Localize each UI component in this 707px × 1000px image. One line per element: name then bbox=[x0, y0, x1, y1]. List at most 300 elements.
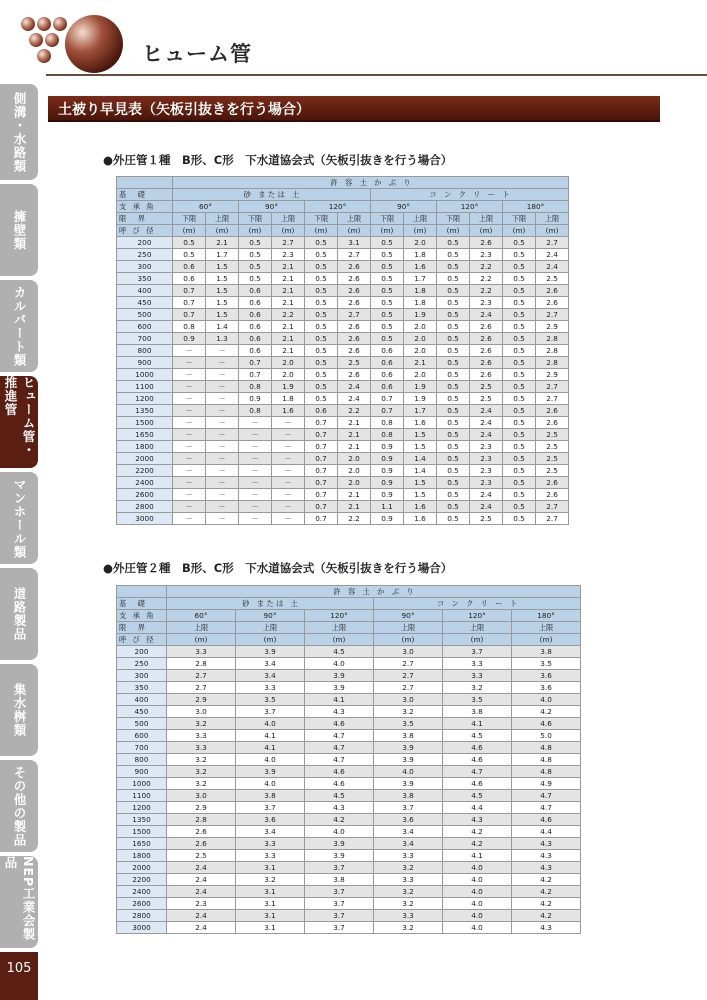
sidebar-item-catch-basins[interactable] bbox=[0, 664, 38, 756]
cover-depth-cell: － bbox=[272, 417, 305, 429]
cover-depth-cell: 0.5 bbox=[239, 261, 272, 273]
cover-depth-cell: 5.0 bbox=[512, 730, 581, 742]
cover-depth-cell: － bbox=[272, 465, 305, 477]
cover-depth-cell: 0.5 bbox=[173, 237, 206, 249]
table-row bbox=[117, 778, 581, 790]
cover-depth-cell: 4.0 bbox=[443, 874, 512, 886]
cover-depth-cell: 0.7 bbox=[173, 297, 206, 309]
sidebar-item-label: 集水桝類 bbox=[12, 683, 27, 737]
cover-depth-cell: 0.5 bbox=[305, 321, 338, 333]
table-header-row bbox=[117, 201, 569, 213]
cover-depth-cell: 2.0 bbox=[404, 321, 437, 333]
cover-depth-cell: 0.5 bbox=[305, 369, 338, 381]
cover-depth-cell: － bbox=[206, 393, 239, 405]
nominal-diameter-cell: 1100 bbox=[117, 381, 173, 393]
cover-depth-cell: 2.9 bbox=[167, 802, 236, 814]
cover-depth-cell: 3.7 bbox=[305, 922, 374, 934]
nominal-diameter-cell: 400 bbox=[117, 694, 167, 706]
cover-depth-cell: 2.4 bbox=[470, 309, 503, 321]
cover-depth-cell: 4.9 bbox=[512, 778, 581, 790]
sidebar-item-gutters[interactable] bbox=[0, 84, 38, 180]
cover-depth-cell: 1.8 bbox=[404, 285, 437, 297]
cover-depth-cell: 0.5 bbox=[305, 237, 338, 249]
cover-depth-cell: 2.4 bbox=[338, 381, 371, 393]
cover-depth-cell: 3.3 bbox=[374, 850, 443, 862]
cover-depth-cell: 2.2 bbox=[272, 309, 305, 321]
page-number: 105 bbox=[6, 961, 32, 976]
cover-depth-cell: 0.5 bbox=[173, 249, 206, 261]
cover-depth-cell: 3.2 bbox=[167, 778, 236, 790]
sidebar-item-label: NEP工業会製品 bbox=[3, 856, 36, 942]
cover-depth-cell: 4.2 bbox=[512, 910, 581, 922]
cover-depth-cell: － bbox=[206, 477, 239, 489]
angle-header: 180° bbox=[503, 201, 569, 213]
cover-depth-cell: 0.6 bbox=[371, 345, 404, 357]
cover-depth-cell: － bbox=[206, 405, 239, 417]
cover-depth-cell: 4.6 bbox=[443, 754, 512, 766]
cover-depth-cell: 1.7 bbox=[206, 249, 239, 261]
cover-depth-cell: 4.1 bbox=[443, 850, 512, 862]
cover-depth-cell: 3.3 bbox=[167, 646, 236, 658]
table1-cover-depth bbox=[116, 176, 569, 525]
sidebar-item-retaining-walls[interactable] bbox=[0, 184, 38, 276]
table-row bbox=[117, 850, 581, 862]
cover-depth-cell: 0.5 bbox=[503, 285, 536, 297]
cover-depth-cell: 3.5 bbox=[374, 718, 443, 730]
cover-depth-cell: 0.5 bbox=[437, 345, 470, 357]
cover-depth-cell: 0.7 bbox=[305, 501, 338, 513]
cover-depth-cell: 2.1 bbox=[272, 297, 305, 309]
cover-depth-cell: 2.4 bbox=[167, 874, 236, 886]
section-banner bbox=[48, 96, 660, 122]
nominal-diameter-cell: 1500 bbox=[117, 826, 167, 838]
cover-depth-cell: 3.1 bbox=[338, 237, 371, 249]
cover-depth-cell: － bbox=[239, 453, 272, 465]
upper-limit-header: 上限 bbox=[305, 622, 374, 634]
cover-depth-cell: 0.5 bbox=[305, 285, 338, 297]
cover-depth-cell: 0.5 bbox=[503, 489, 536, 501]
nominal-diameter-cell: 1800 bbox=[117, 850, 167, 862]
concrete-header: コ ン ク リ ー ト bbox=[374, 598, 581, 610]
cover-depth-cell: 0.5 bbox=[437, 501, 470, 513]
cover-depth-cell: 3.2 bbox=[167, 718, 236, 730]
cover-depth-cell: 1.5 bbox=[404, 477, 437, 489]
cover-depth-cell: 3.8 bbox=[443, 706, 512, 718]
nominal-diameter-cell: 2400 bbox=[117, 886, 167, 898]
support-angle-label: 支 承 角 bbox=[117, 610, 167, 622]
cover-depth-cell: 0.5 bbox=[437, 381, 470, 393]
nominal-diameter-cell: 2800 bbox=[117, 910, 167, 922]
cover-depth-cell: － bbox=[206, 369, 239, 381]
cover-depth-cell: 0.7 bbox=[173, 309, 206, 321]
cover-depth-cell: 0.8 bbox=[371, 417, 404, 429]
cover-depth-cell: 0.7 bbox=[305, 417, 338, 429]
cover-depth-cell: 2.6 bbox=[470, 333, 503, 345]
cover-depth-cell: 0.9 bbox=[371, 465, 404, 477]
cover-depth-cell: 1.5 bbox=[206, 285, 239, 297]
cover-depth-cell: 2.2 bbox=[470, 285, 503, 297]
cover-depth-cell: 3.5 bbox=[512, 658, 581, 670]
cover-depth-cell: － bbox=[173, 393, 206, 405]
cover-depth-cell: 2.3 bbox=[470, 249, 503, 261]
cover-depth-cell: 2.6 bbox=[338, 333, 371, 345]
cover-depth-cell: 0.5 bbox=[305, 333, 338, 345]
cover-depth-cell: 3.4 bbox=[236, 658, 305, 670]
cover-depth-cell: － bbox=[173, 405, 206, 417]
nominal-diameter-cell: 700 bbox=[117, 742, 167, 754]
unit-header: (m) bbox=[236, 634, 305, 646]
cover-depth-cell: 2.1 bbox=[272, 345, 305, 357]
cover-depth-cell: 4.2 bbox=[512, 874, 581, 886]
cover-depth-cell: 3.3 bbox=[443, 658, 512, 670]
cover-depth-cell: － bbox=[272, 453, 305, 465]
table-header-row bbox=[117, 213, 569, 225]
cover-depth-cell: 1.8 bbox=[404, 297, 437, 309]
cover-depth-cell: 2.0 bbox=[272, 357, 305, 369]
cover-depth-cell: 2.6 bbox=[338, 273, 371, 285]
cover-depth-cell: 1.6 bbox=[404, 501, 437, 513]
cover-depth-cell: 0.7 bbox=[305, 429, 338, 441]
cover-depth-cell: 0.9 bbox=[371, 513, 404, 525]
cover-depth-cell: 0.5 bbox=[503, 417, 536, 429]
cover-depth-cell: 0.5 bbox=[305, 261, 338, 273]
cover-depth-cell: 0.5 bbox=[503, 477, 536, 489]
cover-depth-cell: 0.9 bbox=[371, 453, 404, 465]
nominal-diameter-cell: 2200 bbox=[117, 874, 167, 886]
cover-depth-cell: 0.5 bbox=[239, 249, 272, 261]
cover-depth-cell: 0.5 bbox=[437, 441, 470, 453]
cover-depth-cell: 3.3 bbox=[167, 742, 236, 754]
cover-depth-cell: 1.9 bbox=[272, 381, 305, 393]
cover-depth-cell: 3.0 bbox=[167, 790, 236, 802]
cover-depth-cell: 4.3 bbox=[512, 862, 581, 874]
nominal-diameter-cell: 200 bbox=[117, 237, 173, 249]
table-row bbox=[117, 285, 569, 297]
cover-depth-cell: 4.1 bbox=[305, 694, 374, 706]
diameter-label: 呼 び 径 bbox=[117, 634, 167, 646]
table-row bbox=[117, 874, 581, 886]
cover-depth-cell: 3.7 bbox=[305, 862, 374, 874]
cover-depth-cell: 0.6 bbox=[239, 333, 272, 345]
cover-depth-cell: 2.7 bbox=[536, 237, 569, 249]
cover-depth-cell: 3.7 bbox=[374, 802, 443, 814]
cover-depth-cell: 0.6 bbox=[173, 261, 206, 273]
upper-limit-header: 上限 bbox=[272, 213, 305, 225]
cover-depth-cell: 4.2 bbox=[512, 706, 581, 718]
cover-depth-cell: 1.5 bbox=[206, 297, 239, 309]
cover-depth-cell: 3.5 bbox=[443, 694, 512, 706]
cover-depth-cell: 0.9 bbox=[239, 393, 272, 405]
table-row bbox=[117, 309, 569, 321]
table-header-row bbox=[117, 610, 581, 622]
cover-depth-cell: － bbox=[272, 477, 305, 489]
allowable-cover-header: 許 容 土 か ぶ り bbox=[167, 586, 581, 598]
section-title: 土被り早見表（矢板引抜きを行う場合） bbox=[58, 102, 310, 118]
cover-depth-cell: 2.2 bbox=[470, 273, 503, 285]
table-header-row bbox=[117, 622, 581, 634]
nominal-diameter-cell: 2000 bbox=[117, 862, 167, 874]
cover-depth-cell: 2.6 bbox=[470, 237, 503, 249]
cover-depth-cell: 3.7 bbox=[443, 646, 512, 658]
cover-depth-cell: 2.7 bbox=[536, 309, 569, 321]
cover-depth-cell: 1.5 bbox=[206, 273, 239, 285]
cover-depth-cell: 1.1 bbox=[371, 501, 404, 513]
category-sidebar bbox=[0, 84, 38, 1000]
cover-depth-cell: 0.5 bbox=[503, 465, 536, 477]
cover-depth-cell: 3.8 bbox=[512, 646, 581, 658]
page-number-box bbox=[0, 952, 38, 1000]
unit-header: (m) bbox=[443, 634, 512, 646]
unit-header: (m) bbox=[470, 225, 503, 237]
cover-depth-cell: 4.5 bbox=[305, 790, 374, 802]
cover-depth-cell: 2.5 bbox=[536, 429, 569, 441]
cover-depth-cell: 4.0 bbox=[512, 694, 581, 706]
cover-depth-cell: 3.6 bbox=[512, 682, 581, 694]
cover-depth-cell: 4.4 bbox=[512, 826, 581, 838]
cover-depth-cell: 2.7 bbox=[536, 381, 569, 393]
cover-depth-cell: 4.6 bbox=[305, 718, 374, 730]
cover-depth-cell: 0.5 bbox=[437, 453, 470, 465]
cover-depth-cell: 0.6 bbox=[239, 309, 272, 321]
cover-depth-cell: 2.7 bbox=[536, 501, 569, 513]
cover-depth-cell: 4.8 bbox=[512, 766, 581, 778]
cover-depth-cell: 3.8 bbox=[305, 874, 374, 886]
cover-depth-cell: 0.5 bbox=[305, 297, 338, 309]
upper-limit-header: 上限 bbox=[470, 213, 503, 225]
table-header-row bbox=[117, 598, 581, 610]
nominal-diameter-cell: 500 bbox=[117, 309, 173, 321]
cover-depth-cell: 2.1 bbox=[338, 441, 371, 453]
table-row bbox=[117, 261, 569, 273]
upper-limit-header: 上限 bbox=[236, 622, 305, 634]
sidebar-item-culverts[interactable] bbox=[0, 280, 38, 372]
cover-depth-cell: 3.0 bbox=[374, 694, 443, 706]
cover-depth-cell: 2.0 bbox=[338, 477, 371, 489]
table-header-row bbox=[117, 586, 581, 598]
cover-depth-cell: 2.5 bbox=[167, 850, 236, 862]
cover-depth-cell: 2.6 bbox=[536, 417, 569, 429]
cover-depth-cell: 2.5 bbox=[470, 393, 503, 405]
cover-depth-cell: － bbox=[206, 345, 239, 357]
cover-depth-cell: 0.7 bbox=[239, 369, 272, 381]
cover-depth-cell: 2.3 bbox=[167, 898, 236, 910]
cover-depth-cell: 2.8 bbox=[167, 814, 236, 826]
page-title: ヒューム管 bbox=[142, 42, 252, 66]
cover-depth-cell: 1.3 bbox=[206, 333, 239, 345]
cover-depth-cell: 2.8 bbox=[167, 658, 236, 670]
cover-depth-cell: 2.6 bbox=[338, 261, 371, 273]
table2-cover-depth bbox=[116, 585, 581, 934]
cover-depth-cell: 3.7 bbox=[305, 910, 374, 922]
header-blank-cell bbox=[117, 177, 173, 189]
cover-depth-cell: 0.5 bbox=[437, 513, 470, 525]
cover-depth-cell: 0.5 bbox=[503, 261, 536, 273]
cover-depth-cell: － bbox=[239, 489, 272, 501]
table-row bbox=[117, 706, 581, 718]
cover-depth-cell: － bbox=[239, 465, 272, 477]
cover-depth-cell: 2.7 bbox=[536, 513, 569, 525]
cover-depth-cell: 4.1 bbox=[236, 730, 305, 742]
cover-depth-cell: 0.5 bbox=[437, 297, 470, 309]
cover-depth-cell: 0.6 bbox=[305, 405, 338, 417]
sidebar-item-manholes[interactable] bbox=[0, 472, 38, 564]
cover-depth-cell: 2.7 bbox=[536, 393, 569, 405]
cover-depth-cell: 0.5 bbox=[437, 369, 470, 381]
cover-depth-cell: 2.6 bbox=[536, 297, 569, 309]
table-row bbox=[117, 273, 569, 285]
cover-depth-cell: 0.5 bbox=[503, 321, 536, 333]
cover-depth-cell: 2.6 bbox=[536, 405, 569, 417]
cover-depth-cell: 3.3 bbox=[236, 838, 305, 850]
cover-depth-cell: 0.6 bbox=[371, 369, 404, 381]
sidebar-item-nep-products[interactable] bbox=[0, 856, 38, 948]
cover-depth-cell: 2.1 bbox=[272, 273, 305, 285]
table2-title: ●外圧管２種 B形、C形 下水道協会式（矢板引抜きを行う場合） bbox=[103, 561, 453, 575]
cover-depth-cell: 2.1 bbox=[272, 261, 305, 273]
nominal-diameter-cell: 1350 bbox=[117, 814, 167, 826]
unit-header: (m) bbox=[167, 634, 236, 646]
cover-depth-cell: － bbox=[173, 345, 206, 357]
cover-depth-cell: 2.1 bbox=[338, 417, 371, 429]
cover-depth-cell: 1.5 bbox=[404, 429, 437, 441]
cover-depth-cell: － bbox=[206, 453, 239, 465]
cover-depth-cell: 2.8 bbox=[536, 345, 569, 357]
unit-header: (m) bbox=[272, 225, 305, 237]
cover-depth-cell: 0.5 bbox=[437, 429, 470, 441]
cover-depth-cell: 0.9 bbox=[173, 333, 206, 345]
table-row bbox=[117, 357, 569, 369]
nominal-diameter-cell: 2200 bbox=[117, 465, 173, 477]
cover-depth-cell: 2.6 bbox=[338, 321, 371, 333]
table-row bbox=[117, 814, 581, 826]
cover-depth-cell: － bbox=[173, 357, 206, 369]
cover-depth-cell: 0.5 bbox=[305, 345, 338, 357]
cover-depth-cell: 2.6 bbox=[536, 489, 569, 501]
unit-header: (m) bbox=[371, 225, 404, 237]
cover-depth-cell: 0.7 bbox=[239, 357, 272, 369]
nominal-diameter-cell: 250 bbox=[117, 249, 173, 261]
cover-depth-cell: 3.1 bbox=[236, 922, 305, 934]
cover-depth-cell: 3.7 bbox=[236, 802, 305, 814]
cover-depth-cell: 4.0 bbox=[236, 778, 305, 790]
cover-depth-cell: 4.3 bbox=[512, 850, 581, 862]
table-header-row bbox=[117, 225, 569, 237]
lower-limit-header: 下限 bbox=[371, 213, 404, 225]
angle-header: 60° bbox=[173, 201, 239, 213]
cover-depth-cell: 0.5 bbox=[371, 249, 404, 261]
upper-limit-header: 上限 bbox=[536, 213, 569, 225]
cover-depth-cell: 0.5 bbox=[503, 513, 536, 525]
table-row bbox=[117, 501, 569, 513]
table-row bbox=[117, 682, 581, 694]
cover-depth-cell: － bbox=[173, 513, 206, 525]
cover-depth-cell: 1.4 bbox=[404, 453, 437, 465]
sidebar-item-road-products[interactable] bbox=[0, 568, 38, 660]
cover-depth-cell: 3.7 bbox=[305, 886, 374, 898]
cover-depth-cell: 2.3 bbox=[272, 249, 305, 261]
cover-depth-cell: 1.5 bbox=[206, 309, 239, 321]
upper-limit-header: 上限 bbox=[512, 622, 581, 634]
cover-depth-cell: 0.5 bbox=[437, 309, 470, 321]
cover-depth-cell: 1.4 bbox=[404, 465, 437, 477]
cover-depth-cell: 3.3 bbox=[443, 670, 512, 682]
cover-depth-cell: 2.6 bbox=[338, 345, 371, 357]
cover-depth-cell: 2.9 bbox=[536, 369, 569, 381]
cover-depth-cell: － bbox=[173, 417, 206, 429]
cover-depth-cell: 0.5 bbox=[371, 297, 404, 309]
cover-depth-cell: 2.5 bbox=[536, 273, 569, 285]
lower-limit-header: 下限 bbox=[305, 213, 338, 225]
nominal-diameter-cell: 350 bbox=[117, 682, 167, 694]
sand-soil-header: 砂 ま た は 土 bbox=[167, 598, 374, 610]
cover-depth-cell: 2.2 bbox=[470, 261, 503, 273]
cover-depth-cell: 2.0 bbox=[338, 453, 371, 465]
cover-depth-cell: 4.3 bbox=[305, 706, 374, 718]
cover-depth-cell: 0.5 bbox=[503, 453, 536, 465]
unit-header: (m) bbox=[437, 225, 470, 237]
lower-limit-header: 下限 bbox=[239, 213, 272, 225]
cover-depth-cell: 0.5 bbox=[437, 333, 470, 345]
cover-depth-cell: 2.7 bbox=[167, 670, 236, 682]
cover-depth-cell: 3.9 bbox=[305, 682, 374, 694]
cover-depth-cell: 2.1 bbox=[206, 237, 239, 249]
cover-depth-cell: 4.0 bbox=[374, 766, 443, 778]
cover-depth-cell: 0.5 bbox=[305, 393, 338, 405]
nominal-diameter-cell: 800 bbox=[117, 345, 173, 357]
cover-depth-cell: 0.5 bbox=[503, 237, 536, 249]
table-row bbox=[117, 718, 581, 730]
cover-depth-cell: 2.7 bbox=[338, 309, 371, 321]
cover-depth-cell: 0.5 bbox=[437, 477, 470, 489]
table-row bbox=[117, 321, 569, 333]
table-row bbox=[117, 489, 569, 501]
cover-depth-cell: 0.5 bbox=[437, 489, 470, 501]
sidebar-item-other-products[interactable] bbox=[0, 760, 38, 852]
cover-depth-cell: 0.5 bbox=[371, 285, 404, 297]
cover-depth-cell: 0.5 bbox=[371, 333, 404, 345]
table-row bbox=[117, 886, 581, 898]
cover-depth-cell: 3.4 bbox=[374, 826, 443, 838]
header-blank-cell bbox=[117, 586, 167, 598]
cover-depth-cell: 2.6 bbox=[338, 285, 371, 297]
cover-depth-cell: 0.5 bbox=[371, 321, 404, 333]
cover-depth-cell: 3.3 bbox=[374, 874, 443, 886]
cover-depth-cell: 4.6 bbox=[512, 718, 581, 730]
cover-depth-cell: 4.6 bbox=[512, 814, 581, 826]
cover-depth-cell: 1.7 bbox=[404, 273, 437, 285]
table-row bbox=[117, 670, 581, 682]
cover-depth-cell: 3.9 bbox=[374, 778, 443, 790]
cover-depth-cell: 2.5 bbox=[470, 513, 503, 525]
cover-depth-cell: 3.9 bbox=[305, 838, 374, 850]
cover-depth-cell: 1.6 bbox=[404, 417, 437, 429]
cover-depth-cell: 3.2 bbox=[374, 922, 443, 934]
unit-header: (m) bbox=[536, 225, 569, 237]
table-row bbox=[117, 237, 569, 249]
cover-depth-cell: 2.4 bbox=[536, 249, 569, 261]
table-row bbox=[117, 898, 581, 910]
cover-depth-cell: 4.3 bbox=[512, 838, 581, 850]
diameter-label: 呼 び 径 bbox=[117, 225, 173, 237]
sidebar-item-hume-pipes[interactable] bbox=[0, 376, 38, 468]
cover-depth-cell: 0.9 bbox=[371, 477, 404, 489]
table-header-row bbox=[117, 634, 581, 646]
cover-depth-cell: 4.7 bbox=[512, 790, 581, 802]
upper-limit-header: 上限 bbox=[206, 213, 239, 225]
cover-depth-cell: 2.6 bbox=[470, 345, 503, 357]
cover-depth-cell: 2.6 bbox=[167, 838, 236, 850]
cover-depth-cell: 2.1 bbox=[338, 429, 371, 441]
